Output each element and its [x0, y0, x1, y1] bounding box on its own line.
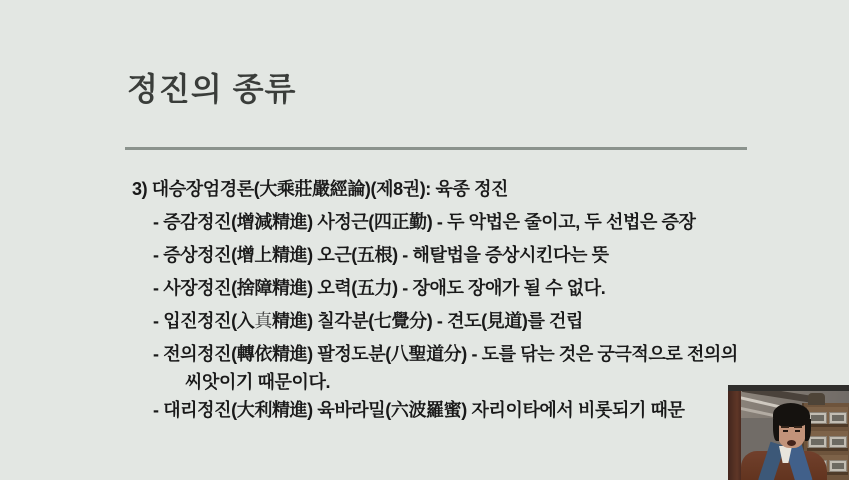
- body-line-item-5-continuation: 씨앗이기 때문이다.: [185, 372, 331, 392]
- body-line-item-2: - 증상정진(增上精進) 오근(五根) - 해탈법을 증상시킨다는 뜻: [153, 245, 609, 265]
- speaker-eyebrow: [794, 426, 802, 428]
- body-line-item-6: - 대리정진(大利精進) 육바라밀(六波羅蜜) 자리이타에서 비롯되기 때문: [153, 400, 685, 420]
- title-divider: [125, 147, 747, 150]
- body-line-item-3: - 사장정진(捨障精進) 오력(五力) - 장애도 장애가 될 수 없다.: [153, 278, 606, 298]
- shelf-row: [807, 431, 848, 451]
- picture-frame: [829, 460, 848, 472]
- picture-frame: [829, 412, 848, 424]
- shelf-top-ornament: [808, 393, 825, 405]
- body-line-heading: 3) 대승장엄경론(大乘莊嚴經論)(제8권): 육종 정진: [132, 179, 509, 199]
- speaker-mouth: [787, 440, 796, 446]
- body-line-item-1: - 증감정진(增減精進) 사정근(四正勤) - 두 악법은 줄이고, 두 선법은 증장: [153, 212, 696, 232]
- webcam-door-edge: [728, 390, 741, 480]
- item-4-text-post: 精進) 칠각분(七覺分) - 견도(見道)를 건립: [271, 311, 584, 331]
- speaker-eye: [783, 430, 788, 432]
- body-line-item-5: - 전의정진(轉依精進) 팔정도분(八聖道分) - 도를 닦는 것은 궁극적으로 전의의: [153, 344, 738, 364]
- speaker-webcam-thumbnail[interactable]: [728, 385, 849, 480]
- speaker-hair: [773, 419, 779, 441]
- speaker-eye: [795, 430, 800, 432]
- picture-frame: [829, 436, 848, 448]
- item-4-hanja-fallback-glyph: 真: [254, 311, 272, 331]
- shelf-row: [807, 407, 848, 427]
- webcam-top-band: [728, 385, 849, 391]
- body-line-item-4: [153, 307, 583, 333]
- slide-title: 정진의 종류: [127, 71, 297, 107]
- speaker-eyebrow: [781, 426, 789, 428]
- item-4-text-pre: - 입진정진(入: [153, 311, 255, 331]
- picture-frame: [808, 436, 827, 448]
